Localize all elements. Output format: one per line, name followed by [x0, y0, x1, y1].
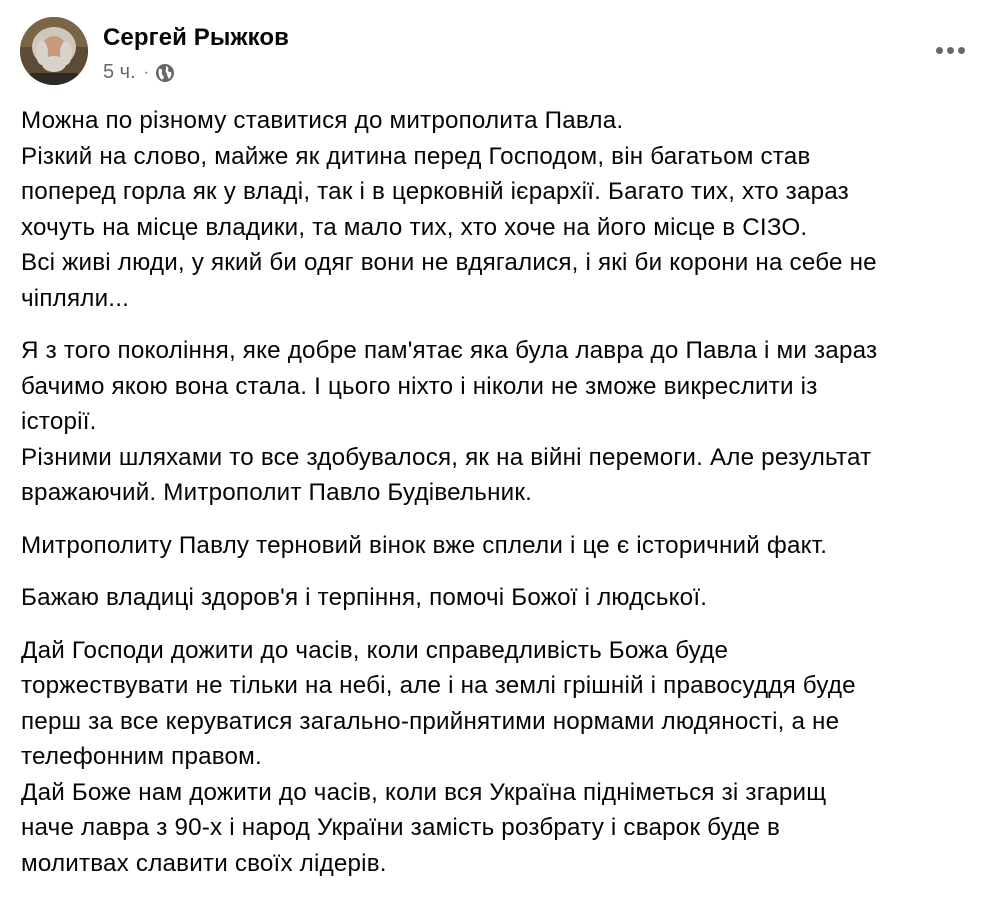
post-body — [21, 103, 966, 898]
post-text-line: Дай Боже нам дожити до часів, коли вся Україна підніметься зі згарищ — [21, 778, 827, 806]
post-text-line: бачимо якою вона стала. І цього ніхто і ніколи не зможе викреслити із — [21, 372, 818, 400]
post-text-line: торжествувати не тільки на небі, але і на землі грішній і правосуддя буде — [21, 672, 856, 699]
post-paragraph — [21, 633, 966, 882]
post-text-line: наче лавра з 90-х і народ України замість розбрату і сварок буде в — [21, 814, 781, 841]
post-meta — [103, 61, 175, 84]
post-header — [20, 17, 970, 87]
globe-icon[interactable] — [155, 63, 175, 83]
post-paragraph — [21, 580, 966, 616]
post-paragraph — [21, 333, 966, 511]
avatar-image — [20, 17, 88, 85]
post-time[interactable]: 5 ч. — [103, 61, 136, 83]
post-text-line: молитвах славити своїх лідерів. — [21, 849, 387, 877]
post-text-line: Бажаю владиці здоров'я і терпіння, помочі Божої і людської. — [21, 584, 708, 611]
more-options-button[interactable] — [930, 33, 970, 67]
post-text-line: поперед горла як у владі, так і в церковній ієрархії. Багато тих, хто зараз — [21, 178, 849, 205]
more-horizontal-icon-dot — [947, 47, 954, 54]
post-text-line: вражаючий. Митрополит Павло Будівельник. — [21, 479, 533, 506]
more-horizontal-icon-dot — [936, 47, 943, 54]
post-text-line: хочуть на місце владики, та мало тих, хто хоче на його місце в СІЗО. — [21, 213, 808, 241]
post-paragraph — [21, 528, 966, 564]
post-text-line: Митрополиту Павлу терновий вінок вже сплели і це є історичний факт. — [21, 531, 828, 559]
author-name[interactable]: Сергей Рыжков — [103, 24, 290, 51]
meta-separator: · — [143, 63, 149, 81]
post-text-line: Різкий на слово, майже як дитина перед Господом, він багатьом став — [21, 142, 811, 170]
post-text-line: перш за все керуватися загально-прийнятими нормами людяності, а не — [21, 707, 840, 735]
post-text-line: Всі живі люди, у який би одяг вони не вдягалися, і які би корони на себе не — [21, 249, 877, 276]
post-text-line: телефонним правом. — [21, 743, 262, 770]
post-text-line: чіпляли... — [21, 284, 130, 312]
post-paragraph — [21, 103, 966, 316]
post-text-line: Можна по різному ставитися до митрополита Павла. — [21, 107, 624, 134]
post-text-line: Різними шляхами то все здобувалося, як на війні перемоги. Але результат — [21, 443, 872, 471]
post-text-line: Я з того покоління, яке добре пам'ятає яка була лавра до Павла і ми зараз — [21, 337, 878, 364]
avatar[interactable] — [20, 17, 88, 85]
post-text-line: історії. — [21, 408, 97, 435]
post-text-line: Дай Господи дожити до часів, коли справедливість Божа буде — [21, 636, 729, 664]
more-horizontal-icon-dot — [958, 47, 965, 54]
